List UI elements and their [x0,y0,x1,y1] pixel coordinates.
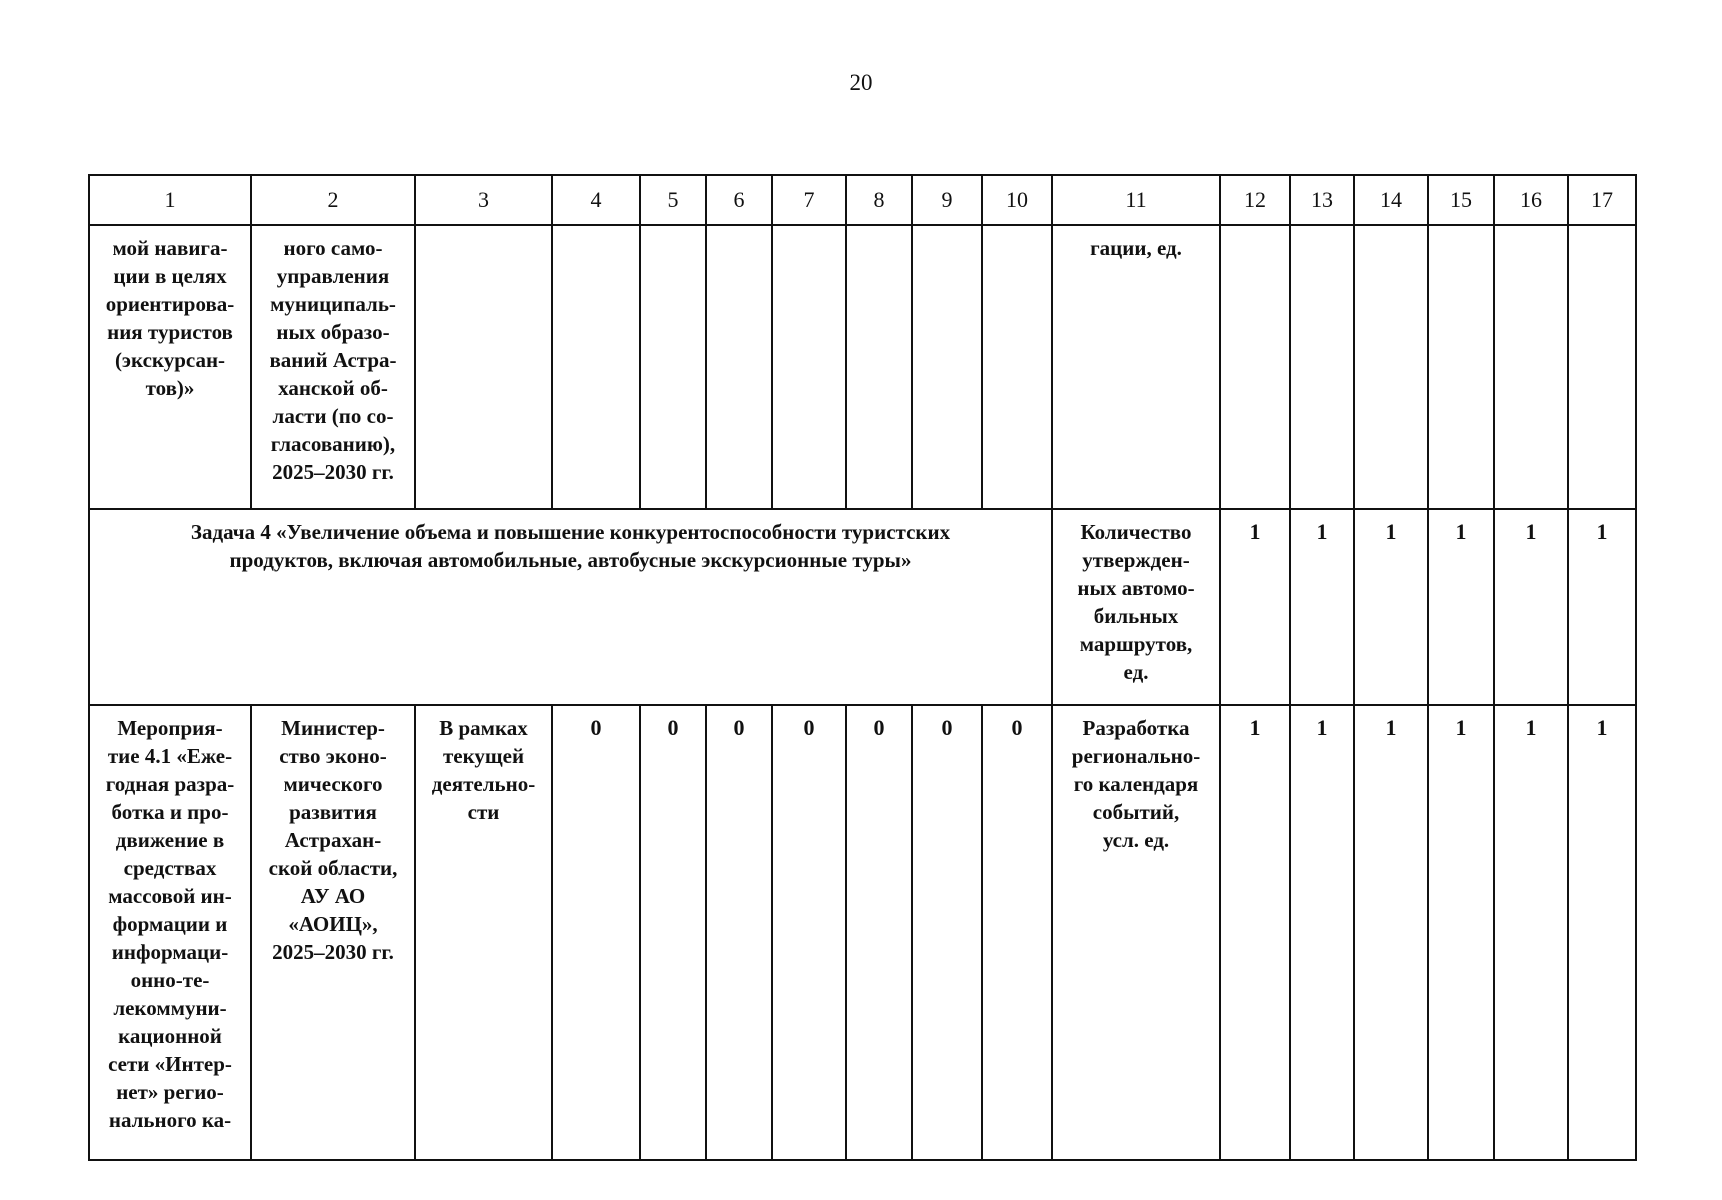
table-cell [552,225,640,509]
indicators-table [88,174,1637,1161]
task-cell [89,509,1052,705]
header-cell: 12 [1220,175,1290,225]
table-cell [1568,225,1636,509]
table-cell [89,705,251,1160]
event-indicator: Разработка регионально- го календаря событий, усл. ед. [1071,716,1201,852]
value-cell: 1 [1428,509,1494,705]
value-cell: 0 [772,705,846,1160]
header-cell: 7 [772,175,846,225]
table-row-task [89,509,1636,705]
header-cell: 13 [1290,175,1354,225]
table-cell [1052,509,1220,705]
table-cell [415,225,552,509]
page-number: 20 [849,70,873,95]
header-cell: 8 [846,175,912,225]
value-cell: 0 [982,705,1052,1160]
table-cell [1052,225,1220,509]
header-cell: 4 [552,175,640,225]
event-4-1-name: Мероприя- тие 4.1 «Еже- годная разра- ботка и про- движение в средствах массовой ин- формации и информаци- онно-те- лекоммуни- кационной сети «Интер- нет» регио- нального ка- [105,716,235,1132]
table-cell [1052,705,1220,1160]
value-cell: 1 [1568,705,1636,1160]
table-cell [415,705,552,1160]
indicator-continued: гации, ед. [1090,236,1182,260]
value-cell: 1 [1354,705,1428,1160]
value-cell: 0 [846,705,912,1160]
table-cell [706,225,772,509]
value-cell: 1 [1220,705,1290,1160]
table-cell [772,225,846,509]
table-cell [1290,225,1354,509]
task-indicator: Количество утвержден- ных автомо- бильных маршрутов, ед. [1077,520,1195,684]
value-cell: 0 [706,705,772,1160]
value-cell: 1 [1354,509,1428,705]
table-cell [640,225,706,509]
table-cell [846,225,912,509]
value-cell: 0 [912,705,982,1160]
header-cell: 16 [1494,175,1568,225]
value-cell: 1 [1290,705,1354,1160]
header-cell: 15 [1428,175,1494,225]
task-4-title: Задача 4 «Увеличение объема и повышение конкурентоспособности туристских продуктов, включая автомобильные, автобусные экскурсионные туры» [190,520,951,572]
event-responsible: Министер- ство эконо- мического развития Астрахан- ской области, АУ АО «АОИЦ», 2025–2030 гг. [268,716,398,964]
value-cell: 1 [1494,705,1568,1160]
header-cell: 6 [706,175,772,225]
header-cell: 9 [912,175,982,225]
table-cell [912,225,982,509]
value-cell: 0 [552,705,640,1160]
table-cell [1494,225,1568,509]
responsible-continued: ного само- управления муниципаль- ных образо- ваний Астра- ханской об- ласти (по со- гласованию), 2025–2030 гг. [269,236,397,484]
event-funding: В рамках текущей деятельно- сти [431,716,536,824]
table-cell [251,225,415,509]
value-cell: 1 [1568,509,1636,705]
table-cell [89,225,251,509]
value-cell: 1 [1494,509,1568,705]
table-cell [251,705,415,1160]
value-cell: 1 [1290,509,1354,705]
value-cell: 1 [1428,705,1494,1160]
header-cell: 17 [1568,175,1636,225]
header-row [89,175,1636,225]
activity-name-continued: мой навига- ции в целях ориентирова- ния туристов (экскурсан- тов)» [105,236,235,400]
table-cell [982,225,1052,509]
header-cell: 5 [640,175,706,225]
header-cell: 10 [982,175,1052,225]
table-cell [1354,225,1428,509]
table-cell [1220,225,1290,509]
table-row-continuation [89,225,1636,509]
table-cell [1428,225,1494,509]
header-cell: 2 [251,175,415,225]
header-cell: 14 [1354,175,1428,225]
value-cell: 1 [1220,509,1290,705]
header-cell: 1 [89,175,251,225]
table-row-event [89,705,1636,1160]
header-cell: 11 [1052,175,1220,225]
header-cell: 3 [415,175,552,225]
value-cell: 0 [640,705,706,1160]
